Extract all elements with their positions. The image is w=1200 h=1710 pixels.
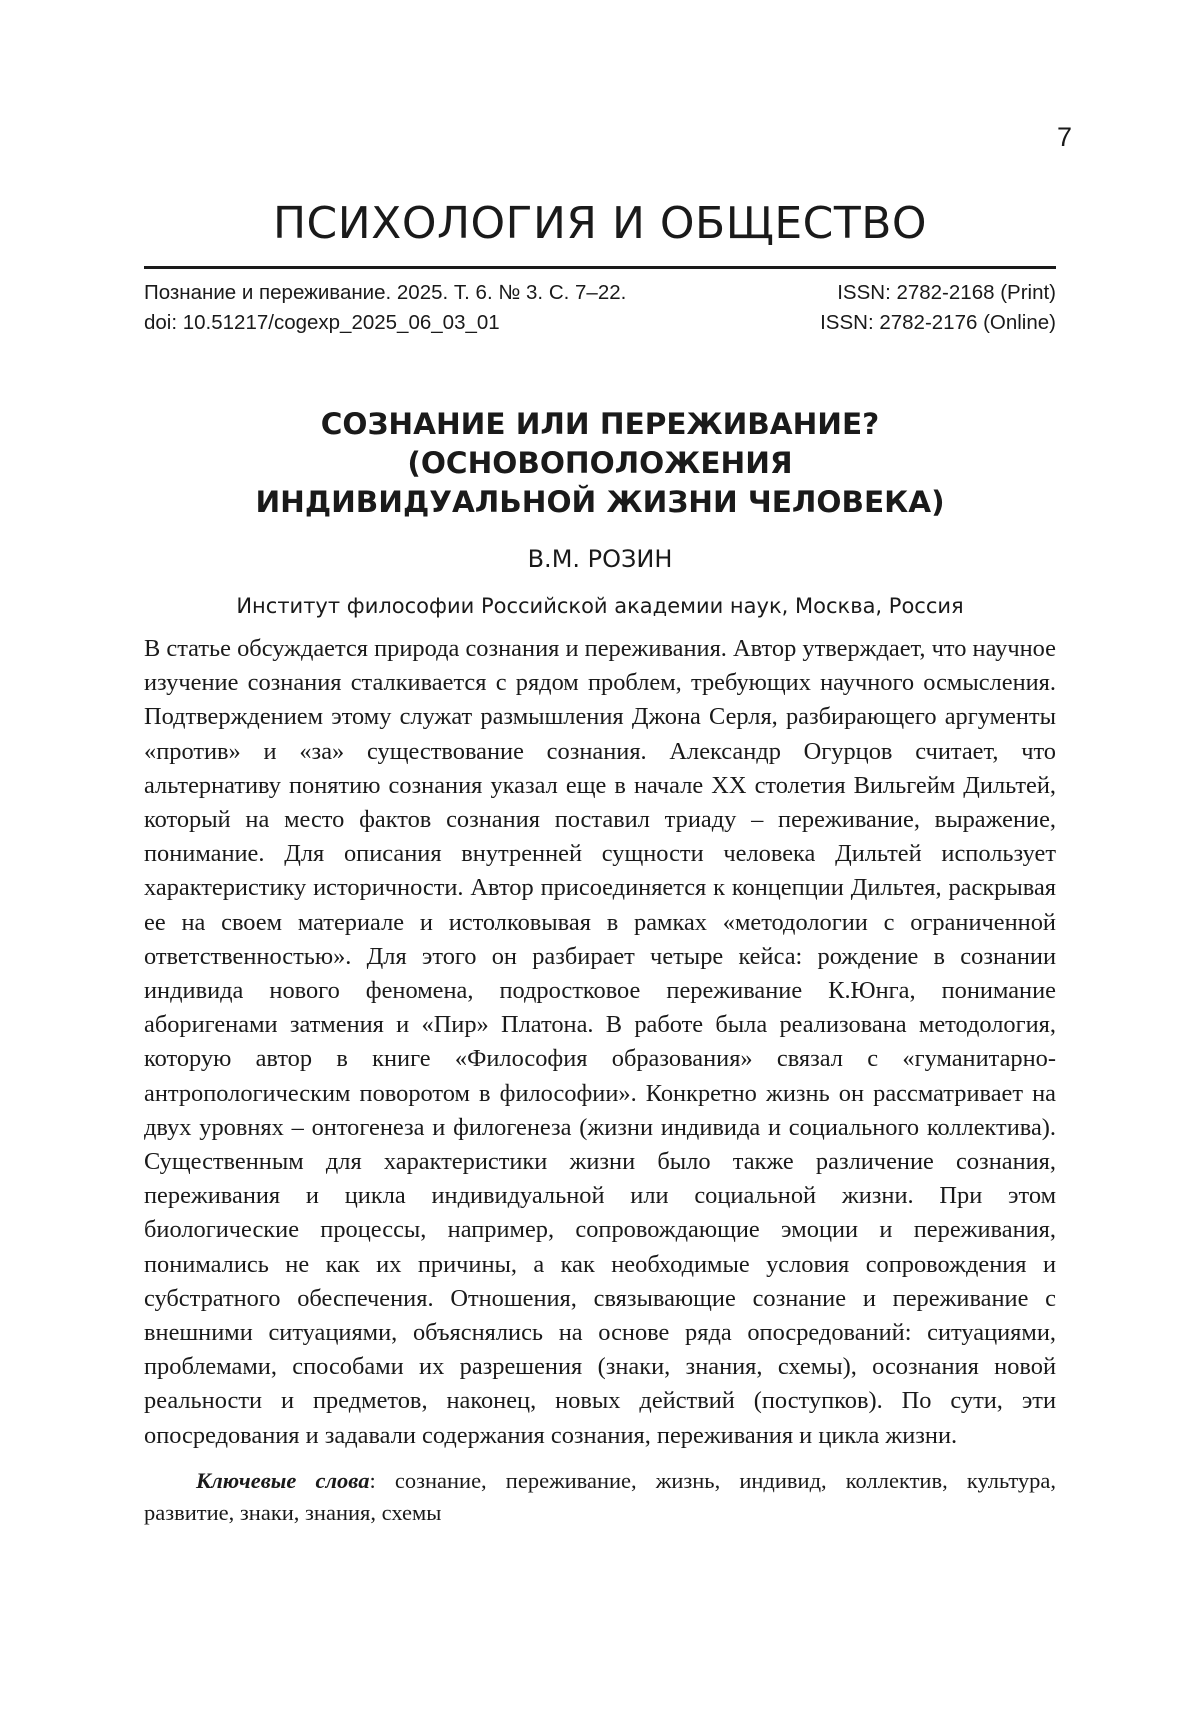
- header-rule: [144, 266, 1056, 269]
- author-affiliation: Институт философии Российской академии наук, Москва, Россия: [236, 594, 964, 618]
- article-title: [0, 405, 1200, 522]
- article-title-line: СОЗНАНИЕ ИЛИ ПЕРЕЖИВАНИЕ?: [320, 407, 880, 441]
- issn-print: ISSN: 2782-2168 (Print): [837, 281, 1056, 304]
- article-title-line: (ОСНОВОПОЛОЖЕНИЯ: [407, 446, 793, 480]
- keywords: [144, 1465, 1056, 1529]
- journal-section-title: ПСИХОЛОГИЯ И ОБЩЕСТВО: [272, 198, 928, 249]
- article-title-line: ИНДИВИДУАЛЬНОЙ ЖИЗНИ ЧЕЛОВЕКА): [255, 485, 945, 519]
- abstract: В статье обсуждается природа сознания и переживания. Автор утверждает, что научное изучение сознания сталкивается с рядом проблем, требующих научного осмысления. Подтверждением этому служат размышления Джона Серля, разбирающего аргументы «против» и «за» существование сознания. Александр Огурцов считает, что альтернативу понятию сознания указал еще в начале XX столетия Вильгейм Дильтей, который на место фактов сознания поставил триаду – переживание, выражение, понимание. Для описания внутренней сущности человека Дильтей использует характеристику историчности. Автор присоединяется к концепции Дильтея, раскрывая ее на своем материале и истолковывая в рамках «методологии с ограниченной ответственностью». Для этого он разбирает четыре кейса: рождение в сознании индивида нового феномена, подростковое переживание К.Юнга, понимание аборигенами затмения и «Пир» Платона. В работе была реализована методология, которую автор в книге «Философия образования» связал с «гуманитарно-антропологическим поворотом в философии». Конкретно жизнь он рассматривает на двух уровнях – онтогенеза и филогенеза (жизни индивида и социального коллектива). Существенным для характеристики жизни было также различение сознания, переживания и цикла индивидуальной или социальной жизни. При этом биологические процессы, например, сопровождающие эмоции и переживания, понимались не как их причины, а как необходимые условия сопровождения и субстратного обеспечения. Отношения, связывающие сознание и переживание с внешними ситуациями, объяснялись на основе ряда опосредований: ситуациями, проблемами, способами их разрешения (знаки, знания, схемы), осознания новой реальности и предметов, наконец, новых действий (поступков). По сути, эти опосредования и задавали содержания сознания, переживания и цикла жизни.: [144, 635, 1056, 1449]
- keywords-label: Ключевые слова: [196, 1468, 370, 1493]
- page-number: 7: [1056, 122, 1072, 152]
- journal-meta: [144, 278, 1056, 338]
- meta-row-citation: [144, 278, 1056, 308]
- author-name: В.М. РОЗИН: [527, 545, 673, 573]
- meta-row-doi: [144, 308, 1056, 338]
- keywords-text: : сознание, переживание, жизнь, индивид, коллектив, культура, развитие, знаки, знания, схемы: [144, 1468, 1056, 1525]
- doi[interactable]: doi: 10.51217/cogexp_2025_06_03_01: [144, 311, 500, 334]
- issn-online: ISSN: 2782-2176 (Online): [820, 311, 1056, 334]
- citation: Познание и переживание. 2025. Т. 6. № 3. С. 7–22.: [144, 281, 627, 304]
